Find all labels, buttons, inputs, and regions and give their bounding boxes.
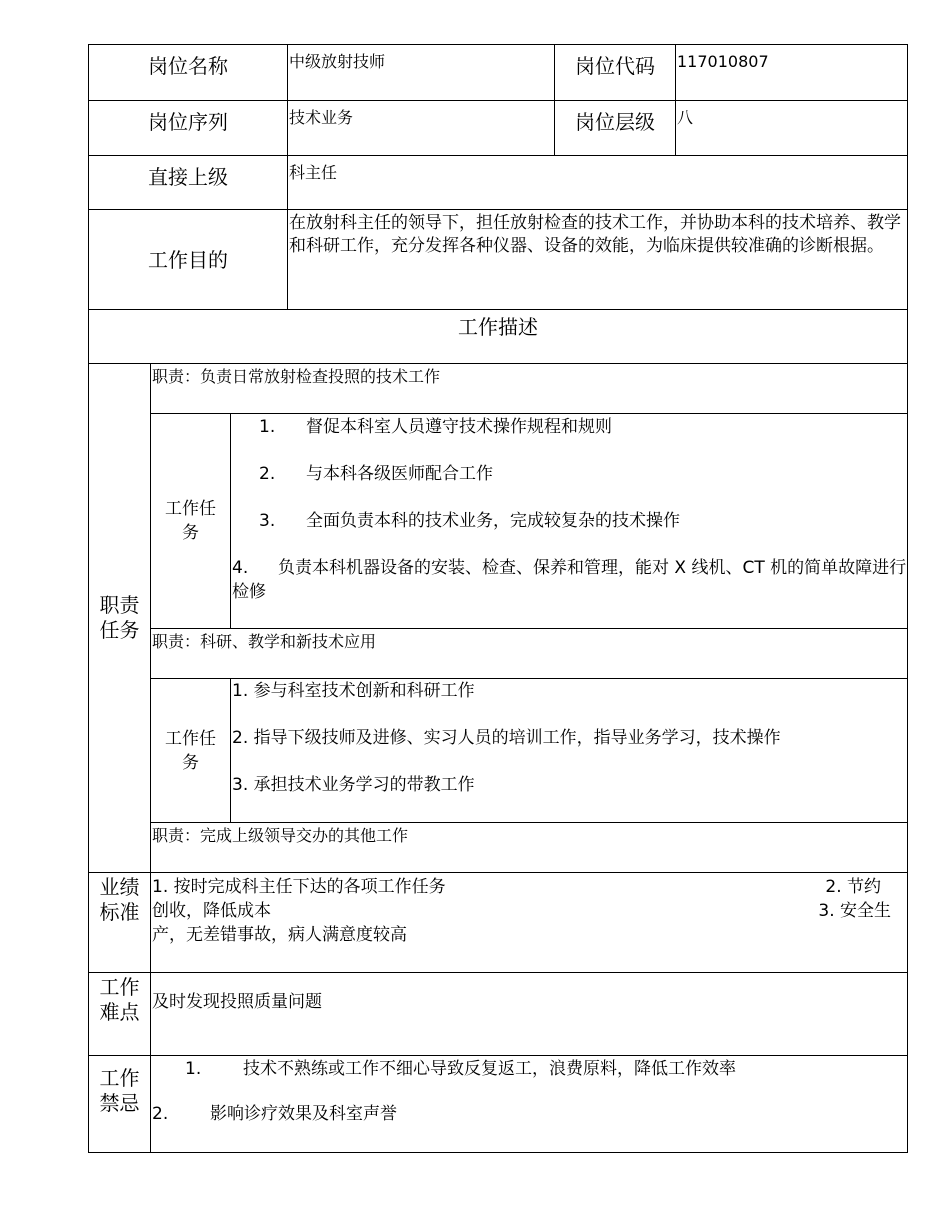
job-description-table bbox=[88, 44, 908, 1153]
tasks-label-2-line1: 工作任 bbox=[165, 728, 216, 749]
taboo-item-1-text: 技术不熟练或工作不细心导致反复返工，浪费原料，降低工作效率 bbox=[243, 1059, 736, 1079]
tasks-list-2 bbox=[231, 679, 908, 823]
task-1-2-num: 2. bbox=[259, 464, 276, 484]
task-1-3-num: 3. bbox=[259, 511, 276, 531]
performance-content bbox=[151, 873, 908, 973]
taboo-item-1 bbox=[152, 1058, 907, 1103]
job-name-label: 岗位名称 bbox=[89, 45, 288, 101]
taboo-content bbox=[151, 1056, 908, 1153]
purpose-label: 工作目的 bbox=[89, 210, 288, 310]
taboo-item-1-num: 1. bbox=[185, 1059, 202, 1079]
task-1-2-text: 与本科各级医师配合工作 bbox=[306, 464, 493, 484]
task-1-3-text: 全面负责本科的技术业务，完成较复杂的技术操作 bbox=[306, 511, 680, 531]
tasks-label-1-line1: 工作任 bbox=[165, 499, 216, 519]
task-1-4 bbox=[231, 556, 907, 604]
purpose-value: 在放射科主任的领导下，担任放射检查的技术工作，并协助本科的技术培养、教学和科研工作，充分发挥各种仪器、设备的效能，为临床提供较准确的诊断根据。 bbox=[288, 210, 908, 310]
performance-item-3-tail: 产，无差错事故，病人满意度较高 bbox=[152, 925, 407, 945]
taboo-label-line2: 禁忌 bbox=[99, 1091, 140, 1115]
side-label-line1: 职责 bbox=[99, 593, 140, 617]
superior-label: 直接上级 bbox=[89, 156, 288, 210]
performance-item-2-tail: 创收，降低成本 bbox=[152, 901, 271, 921]
duty-3: 职责：完成上级领导交办的其他工作 bbox=[151, 823, 908, 873]
tasks-label-1-line2: 务 bbox=[182, 523, 199, 543]
performance-label-line1: 业绩 bbox=[99, 875, 140, 899]
task-1-1 bbox=[231, 416, 907, 463]
duty-tasks-side-label bbox=[89, 364, 151, 873]
task-2-2: 2. 指导下级技师及进修、实习人员的培训工作，指导业务学习，技术操作 bbox=[232, 728, 781, 748]
difficulty-label bbox=[89, 973, 151, 1056]
difficulty-label-line2: 难点 bbox=[99, 1000, 140, 1024]
performance-item-2-head: 2. 节约 bbox=[825, 877, 881, 897]
job-level-value: 八 bbox=[676, 101, 908, 156]
tasks-label-2 bbox=[151, 679, 231, 823]
task-1-4-num: 4. bbox=[232, 558, 249, 578]
tasks-label-2-line2: 务 bbox=[182, 752, 199, 773]
task-2-1: 1. 参与科室技术创新和科研工作 bbox=[232, 681, 475, 701]
task-1-1-num: 1. bbox=[259, 417, 276, 437]
performance-item-1: 1. 按时完成科主任下达的各项工作任务 bbox=[152, 877, 446, 897]
task-1-3 bbox=[231, 510, 907, 556]
job-series-value: 技术业务 bbox=[288, 101, 555, 156]
side-label-line2: 任务 bbox=[99, 618, 140, 642]
taboo-item-2-text: 影响诊疗效果及科室声誉 bbox=[210, 1104, 397, 1124]
tasks-label-1 bbox=[151, 414, 231, 629]
performance-item-3-head: 3. 安全生 bbox=[818, 901, 891, 921]
job-name-value: 中级放射技师 bbox=[288, 45, 555, 101]
job-series-label: 岗位序列 bbox=[89, 101, 288, 156]
duty-1: 职责：负责日常放射检查投照的技术工作 bbox=[151, 364, 908, 414]
taboo-item-2 bbox=[152, 1103, 907, 1125]
superior-value: 科主任 bbox=[288, 156, 908, 210]
task-1-4-text: 负责本科机器设备的安装、检查、保养和管理，能对 X 线机、CT 机的简单故障进行检修 bbox=[232, 558, 907, 602]
taboo-item-2-num: 2. bbox=[152, 1104, 169, 1124]
job-level-label: 岗位层级 bbox=[555, 101, 676, 156]
performance-label bbox=[89, 873, 151, 973]
task-1-2 bbox=[231, 463, 907, 510]
tasks-list-1 bbox=[231, 414, 908, 629]
difficulty-label-line1: 工作 bbox=[99, 975, 140, 999]
taboo-label bbox=[89, 1056, 151, 1153]
difficulty-text: 及时发现投照质量问题 bbox=[151, 973, 908, 1056]
job-code-label: 岗位代码 bbox=[555, 45, 676, 101]
task-2-3: 3. 承担技术业务学习的带教工作 bbox=[232, 775, 475, 795]
performance-label-line2: 标准 bbox=[99, 900, 140, 924]
task-1-1-text: 督促本科室人员遵守技术操作规程和规则 bbox=[306, 417, 612, 437]
section-title: 工作描述 bbox=[89, 310, 908, 364]
duty-2: 职责：科研、教学和新技术应用 bbox=[151, 629, 908, 679]
job-code-value: 117010807 bbox=[676, 45, 908, 101]
taboo-label-line1: 工作 bbox=[99, 1066, 140, 1090]
